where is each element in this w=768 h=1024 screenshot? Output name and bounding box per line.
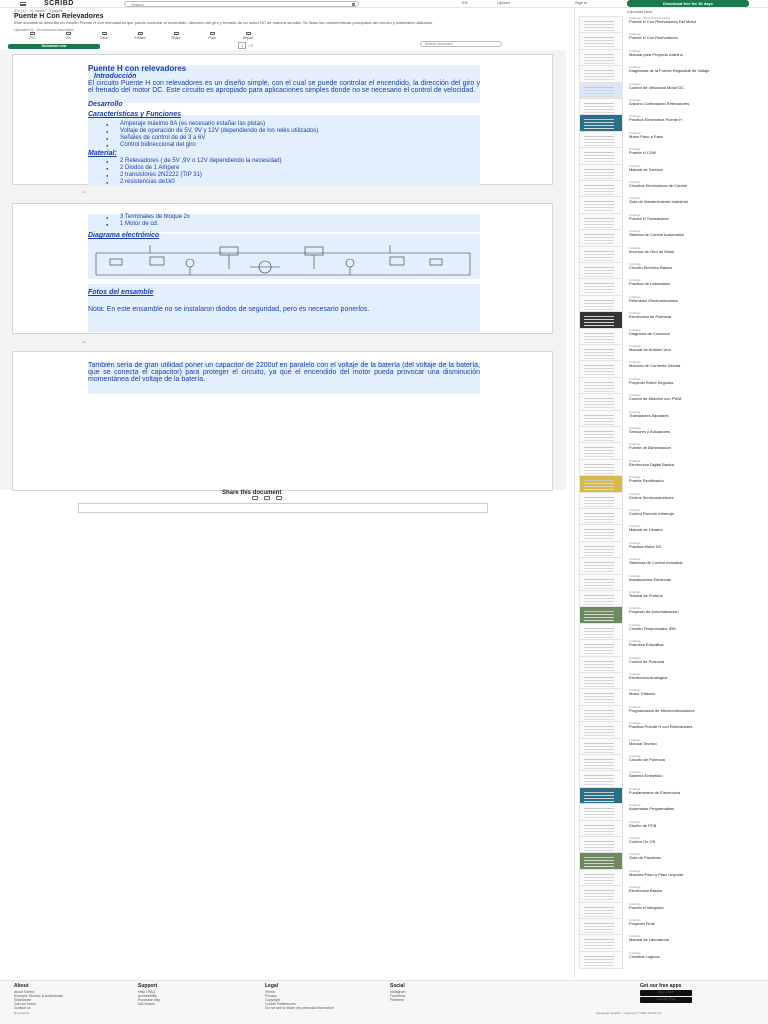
action-icon xyxy=(174,32,179,35)
footer-link[interactable]: Everand: Ebooks & Audiobooks xyxy=(14,994,64,998)
language-link[interactable]: Language: English xyxy=(596,1011,621,1015)
footer-column xyxy=(14,984,63,1010)
document-rating: 0 ratings xyxy=(629,409,641,414)
list-item: ● 2 Relevadores ( de 5V ,9V o 12V dependiendo la necesidad) xyxy=(106,158,480,165)
document-title-link[interactable]: Puente Rectificador xyxy=(629,478,664,484)
action-label: Report xyxy=(242,36,254,40)
material-label: Material: xyxy=(88,150,117,157)
facebook-icon[interactable] xyxy=(252,496,258,500)
list-item: ● 2 transistores 2N2222 (TIP 31) xyxy=(106,172,480,179)
document-rating: 0 ratings xyxy=(629,557,641,562)
document-title-link[interactable]: Electronica Digital Basica xyxy=(629,461,675,467)
document-title-link[interactable]: Motor Paso a Paso xyxy=(629,133,664,139)
action-icon xyxy=(102,32,107,35)
document-rating: 0 ratings xyxy=(629,688,641,693)
related-document-item[interactable] xyxy=(579,950,765,970)
document-rating: 0 ratings xyxy=(629,524,641,529)
document-title-link[interactable]: Circuito Electrico Basico xyxy=(629,265,673,270)
footer-link[interactable]: Do not sell or share my personal information xyxy=(265,1006,334,1010)
document-rating: 0 ratings xyxy=(629,475,641,480)
document-rating: 0 ratings xyxy=(629,786,641,791)
materials-list-continued xyxy=(106,214,480,228)
document-rating: 0 ratings xyxy=(629,327,641,332)
document-rating: 0 ratings xyxy=(629,737,641,742)
ad-label: Ad xyxy=(82,340,86,344)
action-button[interactable] xyxy=(194,32,230,40)
action-label: Save xyxy=(100,36,108,40)
action-label: 0% xyxy=(65,36,71,40)
document-actions xyxy=(14,32,266,40)
document-title-link[interactable]: Instalaciones Electricas xyxy=(629,576,671,582)
document-rating: 0 ratings xyxy=(629,98,641,102)
list-item: ● 2 Diodos de 1 Ampere xyxy=(106,165,480,172)
diagram-label: Diagrama electrónico xyxy=(88,232,160,239)
document-title-link[interactable]: Electronica Analogica xyxy=(629,675,668,680)
document-title-link[interactable]: Robotica Educativa xyxy=(629,642,664,648)
document-title-link[interactable]: Arduino Controlando Relevadores xyxy=(629,101,690,106)
document-title-link[interactable]: Circuito de Potencia xyxy=(629,757,665,762)
apps-title: Get our free apps xyxy=(640,983,682,989)
document-rating: 0 ratings xyxy=(629,639,641,644)
copyright: Copyright © 2024 Scribd Inc. xyxy=(623,1011,662,1015)
document-title-link[interactable]: Inversor de Giro de Motor xyxy=(629,248,675,254)
footer-link[interactable]: Accessibility xyxy=(138,994,158,998)
document-title-link[interactable]: Transistores Bipolares xyxy=(629,412,669,418)
document-rating: 0 ratings xyxy=(629,770,641,775)
document-rating: 0 ratings xyxy=(629,540,641,545)
document-rating: 0 ratings xyxy=(629,278,641,283)
document-title-link[interactable]: Electronica Basica xyxy=(629,888,662,894)
document-title-link[interactable]: Manual de Laboratorio xyxy=(629,937,670,943)
note-paragraph: Nota: En este ensamble no se instalaron diodos de seguridad, pero es necesario ponerlos. xyxy=(88,306,370,313)
document-title-link[interactable]: Sistemas de Control Industrial xyxy=(629,560,683,566)
document-rating: 0 ratings xyxy=(629,918,641,922)
document-rating: 0 ratings xyxy=(629,803,641,808)
share-buttons xyxy=(252,496,282,500)
document-search-input[interactable]: Search document xyxy=(420,41,502,47)
document-rating: 0 ratings xyxy=(629,180,641,184)
document-title-link[interactable]: Sistema de Control Automatico xyxy=(629,232,684,238)
document-rating: 0 ratings xyxy=(629,294,641,299)
related-documents-sidebar xyxy=(574,8,768,978)
document-title-link[interactable]: Sensores y Actuadores xyxy=(629,429,671,434)
document-title-link[interactable]: Puente H Con Relevadores Del Motor xyxy=(629,19,697,24)
document-title-link[interactable]: Manual Tecnico xyxy=(629,740,657,746)
document-rating: 0 ratings xyxy=(629,65,641,70)
footer-link[interactable]: Terms xyxy=(265,990,275,994)
footer-link[interactable]: Privacy xyxy=(265,994,277,998)
footer-language: Language: English · Copyright © 2024 Scribd Inc. xyxy=(596,1011,662,1015)
embed-code-box[interactable] xyxy=(78,503,488,513)
document-title-link[interactable]: Puente H L298 xyxy=(629,150,656,156)
document-rating: 0 ratings xyxy=(629,852,641,857)
document-rating: 0 ratings xyxy=(629,655,641,660)
document-rating: 0 ratings xyxy=(629,458,641,463)
footer-column-title: About xyxy=(14,983,29,989)
document-rating: 0 ratings xyxy=(629,32,641,37)
document-title-link[interactable]: Guia de Mantenimiento Industrial xyxy=(629,199,688,205)
document-rating: 0 ratings xyxy=(629,229,641,234)
document-title-link[interactable]: Fuente de Alimentacion xyxy=(629,445,671,451)
document-title: Puente H Con Relevadores xyxy=(14,13,104,20)
document-rating: 0 ratings xyxy=(629,245,641,250)
development-label: Desarrollo xyxy=(88,101,123,108)
list-item: ● 1 Motor de cd. xyxy=(106,221,480,228)
action-label: 0% xyxy=(29,36,35,40)
action-button[interactable] xyxy=(14,32,50,40)
document-title-link[interactable]: Diagrama de Conexion xyxy=(629,330,670,336)
document-rating: 0 ratings xyxy=(629,606,641,611)
features-list xyxy=(106,121,480,149)
action-label: Print xyxy=(208,36,216,40)
document-rating: 0 ratings xyxy=(629,262,641,266)
document-title-link[interactable]: Manual de Servicio xyxy=(629,166,664,172)
list-item: ● Amperaje máximo 8A (es necesario estañar las pistas) xyxy=(106,121,480,128)
document-rating: 0 ratings xyxy=(629,622,641,627)
footer-link[interactable]: Contact us xyxy=(14,1006,31,1010)
document-rating: 0 ratings xyxy=(629,901,641,906)
search-icon[interactable] xyxy=(352,3,355,6)
footer-link[interactable]: Facebook xyxy=(390,994,406,998)
action-icon xyxy=(246,32,251,35)
document-title-link[interactable]: Electronica de Potencia xyxy=(629,314,672,320)
document-title-link[interactable]: Programacion de Microcontroladores xyxy=(629,707,695,713)
document-title-link[interactable]: Tutorial de Proteus xyxy=(629,593,663,598)
footer-link[interactable]: Cookie Preferences xyxy=(265,1002,296,1006)
document-title-link[interactable]: Proyecto Robot Seguidor xyxy=(629,379,674,385)
footer-column-title: Legal xyxy=(265,983,279,989)
action-icon xyxy=(66,32,71,35)
document-rating: 0 ratings xyxy=(629,196,641,201)
intro-paragraph: El circuito Puente H con relevadores es un diseño simple, con el cual se puede controlar el encendido, la dirección del giro y el frenado del motor DC. Este circuito es apropiado para aplicaciones simples donde no se necesario el control de velocidad. xyxy=(88,80,480,94)
language-selector[interactable]: EN xyxy=(462,0,468,5)
document-title-link[interactable]: Control Remoto Infrarrojo xyxy=(629,511,675,516)
document-title-link[interactable]: Relevador Electromecanico xyxy=(629,297,678,303)
action-button[interactable] xyxy=(86,32,122,40)
document-rating: 0 ratings xyxy=(629,704,641,709)
document-rating: 0 ratings xyxy=(629,590,641,594)
action-icon xyxy=(30,32,35,35)
footer-link[interactable]: AdChoices xyxy=(138,1002,155,1006)
footer-link[interactable]: Pinterest xyxy=(390,998,404,1002)
ad-label: Ad xyxy=(82,190,86,194)
scribd-logo[interactable]: SCRIBD xyxy=(44,0,74,7)
download-free-trial-button[interactable]: Download free for 30 days xyxy=(627,0,749,7)
document-title-link[interactable]: Control On Off xyxy=(629,839,655,844)
menu-icon[interactable] xyxy=(20,2,26,6)
document-page-2 xyxy=(12,203,553,334)
google-play-badge[interactable]: Google Play xyxy=(640,997,692,1003)
document-rating: 0 ratings xyxy=(629,754,641,758)
document-viewer[interactable] xyxy=(0,50,566,490)
materials-list xyxy=(106,158,480,186)
email-icon[interactable] xyxy=(276,496,282,500)
intro-label: Introducción xyxy=(94,73,137,80)
action-button[interactable] xyxy=(50,32,86,40)
upload-button[interactable]: Upload xyxy=(497,0,510,5)
circuit-diagram xyxy=(90,241,478,283)
document-rating: 0 ratings xyxy=(629,212,641,217)
document-rating: 0 ratings xyxy=(629,360,641,365)
document-title-link[interactable]: Puente H Con Relevadores xyxy=(629,35,678,41)
footer-column xyxy=(138,984,160,1006)
document-rating: 0 ratings xyxy=(629,836,641,840)
footer-link[interactable]: Join our team! xyxy=(14,1002,37,1006)
document-rating: 0 ratings xyxy=(629,130,641,135)
footer-link[interactable]: Instagram xyxy=(390,990,406,994)
sign-in-button[interactable]: Sign in xyxy=(575,0,588,5)
document-rating: 0 ratings xyxy=(629,442,641,447)
page-total: / 3 xyxy=(248,43,253,48)
action-icon xyxy=(210,32,215,35)
document-rating: 0 ratings xyxy=(629,508,641,512)
document-rating: 0 ratings xyxy=(629,868,641,873)
document-title-link[interactable]: Control de Motores con PWM xyxy=(629,396,682,402)
document-title-link[interactable]: Puente H Transistores xyxy=(629,215,669,221)
document-rating: 0 ratings xyxy=(629,311,641,316)
document-rating: 0 ratings xyxy=(629,721,641,726)
apps-column xyxy=(640,984,692,1004)
document-rating: 0 ratings xyxy=(629,393,641,398)
list-item: ● Señales de control de de 3 a 6V xyxy=(106,135,480,142)
document-rating: 0 ratings xyxy=(629,950,641,955)
document-title-link[interactable]: Practica Motor DC xyxy=(629,543,662,549)
document-rating: 0 ratings xyxy=(629,48,641,53)
list-item: ● Control bidireccional del giro xyxy=(106,142,480,149)
document-title-link[interactable]: Practica Puente H con Relevadores xyxy=(629,724,693,730)
document-rating: 0 ratings xyxy=(629,672,641,676)
action-button[interactable] xyxy=(230,32,266,40)
footer-documents-link[interactable]: Documents xyxy=(14,1011,30,1015)
document-title-link[interactable]: Diseño de PCB xyxy=(629,822,657,828)
document-page-3 xyxy=(12,351,553,491)
document-rating: 0 ratings · 0% found this useful xyxy=(629,16,671,20)
document-title-link[interactable]: Proyecto Final xyxy=(629,921,655,926)
document-rating: 0 ratings xyxy=(629,163,641,168)
footer-link[interactable]: About Scribd xyxy=(14,990,35,994)
features-label: Características y Funciones xyxy=(88,111,181,118)
list-item: ● 2 resistencias de1k0 xyxy=(106,179,480,186)
document-rating: 0 ratings xyxy=(629,573,641,578)
footer-column-title: Support xyxy=(138,983,158,989)
top-navigation-bar xyxy=(0,0,768,8)
document-rating: 0 ratings xyxy=(629,376,641,381)
action-button[interactable] xyxy=(158,32,194,40)
document-title-link[interactable]: Diodos Semiconductores xyxy=(629,494,674,500)
document-title-link[interactable]: Diagramas de la Fuente Regulable de Voltaje xyxy=(629,68,710,74)
document-title-link[interactable]: Motor Trifasico xyxy=(629,691,656,697)
footer xyxy=(0,980,768,1024)
uploaded-by: Uploaded by · AI-enhanced description xyxy=(14,28,75,32)
footer-link[interactable]: Purchase help xyxy=(138,998,161,1002)
document-title-link[interactable]: Motores de Corriente Directa xyxy=(629,363,681,369)
document-title-link[interactable]: Circuito Temporizador 555 xyxy=(629,625,676,631)
doc-stats: 0% (1) · 24 views · 3 pages xyxy=(14,8,63,13)
action-button[interactable] xyxy=(122,32,158,40)
page-navigator xyxy=(238,42,253,49)
document-title-link[interactable]: Manual para Proyecto Arduino xyxy=(629,51,683,57)
document-title-link[interactable]: Motores Paso a Paso Unipolar xyxy=(629,871,684,877)
document-rating: 0 ratings xyxy=(629,426,641,430)
document-title-link[interactable]: Sistema Embebido xyxy=(629,773,663,779)
document-title-link[interactable]: Automatas Programables xyxy=(629,806,675,812)
document-title-link[interactable]: Control de Potencia xyxy=(629,658,665,664)
search-input[interactable] xyxy=(131,3,331,7)
document-title-link[interactable]: Circuitos Electronicos de Control xyxy=(629,183,688,188)
document-rating: 0 ratings xyxy=(629,491,641,496)
document-title-link[interactable]: Fundamentos de Electronica xyxy=(629,789,680,795)
document-rating: 0 ratings xyxy=(629,344,641,348)
document-title-link[interactable]: Circuitos Logicos xyxy=(629,953,660,959)
document-description: Este documento describe un circuito Puente H con relevadores que puede controlar el encendido, dirección del giro y frenado de un motor DC de manera sencilla. Se listan las características principales del circuito y materiales utilizados. xyxy=(14,20,434,25)
document-title-link[interactable]: Manual de Usuario xyxy=(629,527,663,533)
document-title-link[interactable]: Practica de Laboratorio xyxy=(629,281,671,287)
footer-link[interactable]: Help / FAQ xyxy=(138,990,156,994)
document-title-link[interactable]: Proyecto de Automatizacion xyxy=(629,609,679,615)
twitter-icon[interactable] xyxy=(264,496,270,500)
list-item: ● Voltaje de operación de 5V, 9V y 12V (dependiendo de los relés utilizados) xyxy=(106,128,480,135)
document-rating: 0 ratings xyxy=(629,885,641,890)
document-rating: 0 ratings xyxy=(629,819,641,824)
document-page-1 xyxy=(12,54,553,185)
footer-column xyxy=(390,984,406,1002)
carousel-next[interactable]: Carousel Next xyxy=(627,9,653,14)
document-title-link[interactable]: Puente H Integrado xyxy=(629,904,664,910)
search-bar[interactable] xyxy=(124,1,359,7)
action-label: Share xyxy=(171,36,181,40)
footer-link[interactable]: Copyright xyxy=(265,998,280,1002)
document-title-link[interactable]: Guia de Practicas xyxy=(629,855,661,861)
document-title-link[interactable]: Manual de Arduino Uno xyxy=(629,347,671,352)
document-rating: 0 ratings xyxy=(629,81,641,86)
footer-link[interactable]: SlideShare xyxy=(14,998,32,1002)
capacitor-paragraph: También sería de gran utilidad poner un capacitor de 2200uf en paralelo con el voltaje de la batería (del voltaje de la batería, que se conecta el capacitor) para proteger el circuito, ya que el encendido del motor pueda provocar una disminución momentánea del voltaje de la batería. xyxy=(88,362,480,383)
list-item: ● 3 Terminales de bloque 2x xyxy=(106,214,480,221)
footer-column xyxy=(265,984,334,1010)
page-heading: Puente H con relevadores xyxy=(88,64,187,73)
action-label: Embed xyxy=(134,36,146,40)
document-title-link[interactable]: Practica Electronica Puente H xyxy=(629,117,683,123)
current-page-input[interactable]: 1 xyxy=(238,42,246,49)
share-title: Share this document xyxy=(222,490,282,496)
footer-column-title: Social xyxy=(390,983,405,989)
document-title-link[interactable]: Control de Velocidad Motor DC xyxy=(629,84,685,90)
download-now-button[interactable]: Download now xyxy=(8,44,100,49)
action-icon xyxy=(138,32,143,35)
document-rating: 0 ratings xyxy=(629,114,641,119)
document-rating: 0 ratings xyxy=(629,934,641,939)
document-thumbnail[interactable] xyxy=(579,951,623,969)
photos-label: Fotos del ensamble xyxy=(88,289,154,296)
document-rating: 0 ratings xyxy=(629,147,641,152)
app-store-badge[interactable]: App Store xyxy=(640,990,692,996)
